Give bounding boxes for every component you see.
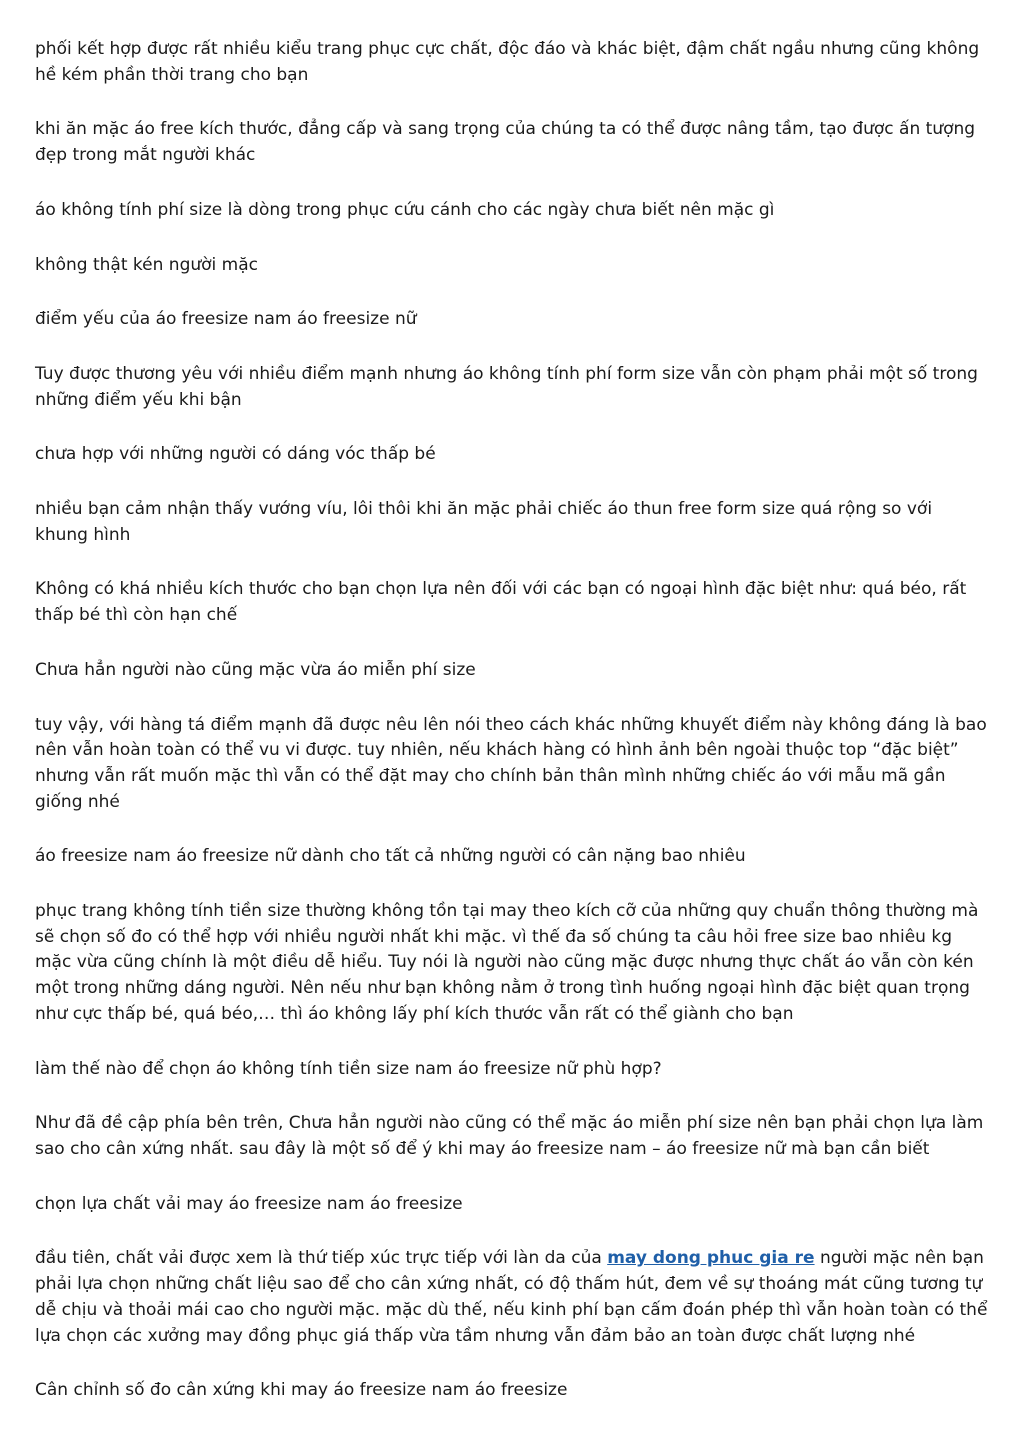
paragraph: Như đã đề cập phía bên trên, Chưa hẳn người nào cũng có thể mặc áo miễn phí size nên bạn phải chọn lựa làm sao cho cân xứng nhất. sau đây là một số để ý khi may áo freesize nam – áo freesize nữ mà bạn cần biết xyxy=(35,1113,984,1159)
paragraph: khi ăn mặc áo free kích thước, đẳng cấp và sang trọng của chúng ta có thể được nâng tầm, tạo được ấn tượng đẹp trong mắt người khác xyxy=(35,119,976,166)
paragraph: chọn lựa chất vải may áo freesize nam áo freesize xyxy=(35,1193,463,1214)
uniform-link[interactable]: may dong phuc gia re xyxy=(607,1248,815,1269)
paragraph: phục trang không tính tiền size thường không tồn tại may theo kích cỡ của những quy chuẩn thông thường mà sẽ chọn số đo có thể hợp với nhiều người nhất khi mặc. vì thế đa số chúng ta câu hỏi free size bao nhiêu kg mặc vừa cũng chính là một điều dễ hiểu. Tuy nói là người nào cũng mặc được nhưng thực chất áo vẫn còn kén một trong những dáng người. Nên nếu như bạn không nằm ở trong tình huống ngoại hình đặc biệt quan trọng như cực thấp bé, quá béo,… thì áo không lấy phí kích thước vẫn rất có thể giành cho bạn xyxy=(35,901,979,1024)
paragraph: Tuy được thương yêu với nhiều điểm mạnh nhưng áo không tính phí form size vẫn còn phạm phải một số trong những điểm yếu khi bận xyxy=(35,363,978,410)
paragraph: chưa hợp với những người có dáng vóc thấp bé xyxy=(35,444,436,465)
paragraph-with-link xyxy=(35,1246,990,1349)
paragraph: điểm yếu của áo freesize nam áo freesize nữ xyxy=(35,309,417,330)
paragraph: áo freesize nam áo freesize nữ dành cho tất cả những người có cân nặng bao nhiêu xyxy=(35,846,746,867)
paragraph: không thật kén người mặc xyxy=(35,254,258,275)
paragraph-text-before-link: đầu tiên, chất vải được xem là thứ tiếp xúc trực tiếp với làn da của xyxy=(35,1248,608,1269)
paragraph: làm thế nào để chọn áo không tính tiền size nam áo freesize nữ phù hợp? xyxy=(35,1058,662,1079)
paragraph-text-after-link: người mặc nên bạn phải lựa chọn những chất liệu sao để cho cân xứng nhất, có độ thấm hút, đem về sự thoáng mát cũng tương tự dễ chịu và thoải mái cao cho người mặc. mặc dù thế, nếu kinh phí bạn cấm đoán phép thì vẫn hoàn toàn có thể lựa chọn các xưởng may đồng phục giá thấp vừa tầm nhưng vẫn đảm bảo an toàn được chất lượng nhé xyxy=(35,1248,988,1346)
paragraph: nhiều bạn cảm nhận thấy vướng víu, lôi thôi khi ăn mặc phải chiếc áo thun free form size quá rộng so với khung hình xyxy=(35,499,933,545)
paragraph: tuy vậy, với hàng tá điểm mạnh đã được nêu lên nói theo cách khác những khuyết điểm này không đáng là bao nên vẫn hoàn toàn có thể vu vi được. tuy nhiên, nếu khách hàng có hình ảnh bên ngoài thuộc top “đặc biệt” nhưng vẫn rất muốn mặc thì vẫn có thể đặt may cho chính bản thân mình những chiếc áo với mẫu mã gần giống nhé xyxy=(35,714,987,812)
paragraph: Chưa hẳn người nào cũng mặc vừa áo miễn phí size xyxy=(35,659,476,680)
paragraph: áo không tính phí size là dòng trong phục cứu cánh cho các ngày chưa biết nên mặc gì xyxy=(35,199,775,220)
paragraph: Cân chỉnh số đo cân xứng khi may áo freesize nam áo freesize xyxy=(35,1380,568,1401)
paragraph: Không có khá nhiều kích thước cho bạn chọn lựa nên đối với các bạn có ngoại hình đặc biệt như: quá béo, rất thấp bé thì còn hạn chế xyxy=(35,579,967,626)
paragraph: phối kết hợp được rất nhiều kiểu trang phục cực chất, độc đáo và khác biệt, đậm chất ngầu nhưng cũng không hề kém phần thời trang cho bạn xyxy=(35,39,980,85)
document-body xyxy=(35,37,990,1433)
